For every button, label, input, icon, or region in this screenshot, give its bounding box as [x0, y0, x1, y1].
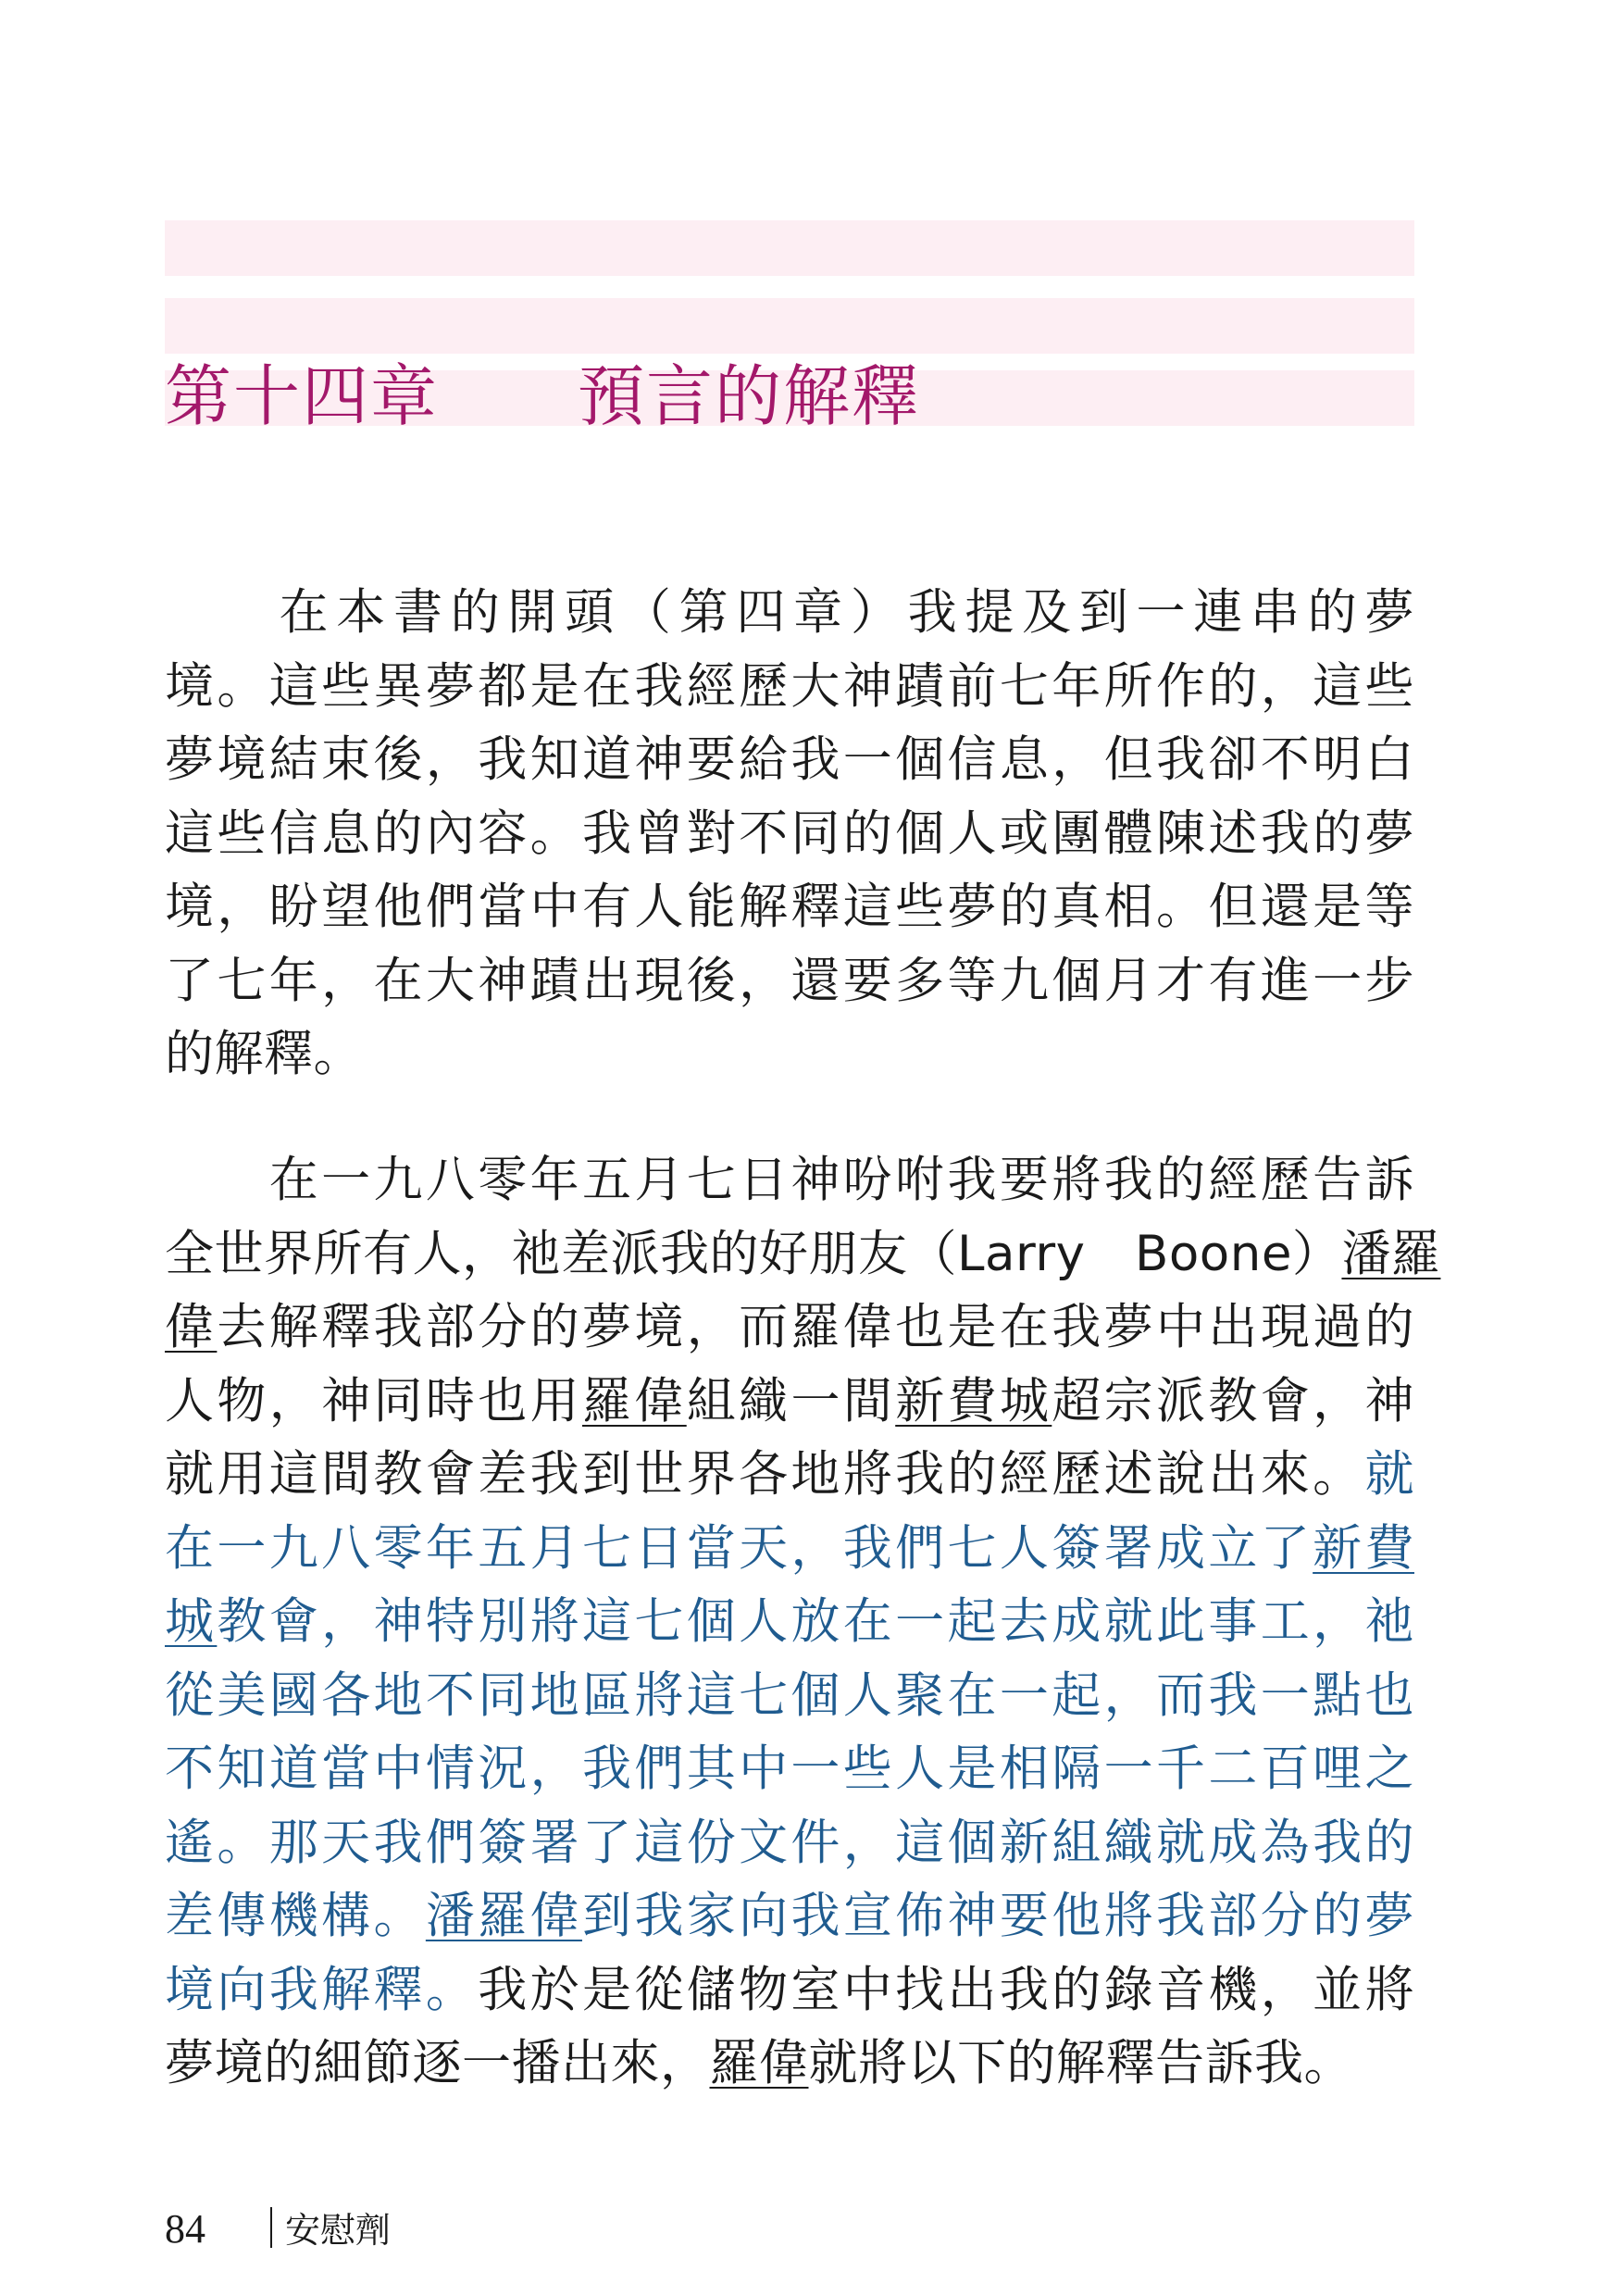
- text-segment: 就將以下的解釋告訴我。: [808, 2035, 1353, 2091]
- text-segment: 我於是從儲物室中找出我的錄音機，並將: [478, 1961, 1415, 2018]
- footer-divider: [270, 2207, 272, 2248]
- decorative-band: [165, 220, 1414, 276]
- text-line: [165, 1438, 1414, 1512]
- name-underlined: 偉: [165, 1299, 218, 1355]
- place-underlined: 新費: [1313, 1519, 1415, 1577]
- paragraph-2: [165, 1143, 1441, 2101]
- highlight-segment: 境向我解釋。: [165, 1961, 479, 2018]
- name-underlined: 羅偉: [581, 1372, 687, 1429]
- name-underlined: 潘羅: [1341, 1225, 1441, 1282]
- page-number: 84: [165, 2206, 205, 2252]
- text-segment: 在一九八零年五月七日當天，我們七人簽署成立了: [165, 1519, 1313, 1577]
- highlight-line: 不知道當中情況，我們其中一些人是相隔一千二百哩之: [165, 1741, 1414, 1797]
- text-line: [165, 1953, 1414, 2028]
- text-segment: 組織一間: [686, 1372, 896, 1429]
- highlight-segment: 就: [1364, 1446, 1414, 1503]
- text-segment: 就用這間教會差我到世界各地將我的經歷述說出來。: [165, 1446, 1365, 1503]
- decorative-band: [165, 298, 1414, 354]
- paragraph-1: [165, 576, 1414, 1092]
- highlight-line: [165, 1512, 1414, 1586]
- text-segment: 去解釋我部分的夢境，而羅偉也是在我夢中出現過的: [217, 1299, 1415, 1355]
- place-underlined: 城: [165, 1593, 218, 1650]
- highlight-line: [165, 1879, 1414, 1953]
- text-segment: 全世界所有人，祂差派我的好朋友（Larry Boone）: [165, 1225, 1342, 1282]
- chapter-heading: [165, 352, 920, 441]
- highlight-line: [165, 1585, 1414, 1659]
- book-title: 安慰劑: [285, 2210, 392, 2251]
- text-segment: 教會，神特別將這七個人放在一起去成就此事工，祂: [217, 1593, 1415, 1650]
- text-line: 的解釋。: [165, 1026, 363, 1082]
- text-segment: 人物，神同時也用: [165, 1372, 582, 1429]
- chapter-number: 第十四章: [165, 357, 440, 435]
- text-line: 夢境結束後，我知道神要給我一個信息，但我卻不明白: [165, 731, 1414, 788]
- highlight-line: 從美國各地不同地區將這七個人聚在一起，而我一點也: [165, 1666, 1414, 1724]
- place-underlined: 新費城: [895, 1372, 1052, 1429]
- text-line: 了七年，在大神蹟出現後，還要多等九個月才有進一步: [165, 952, 1414, 1009]
- text-line: [165, 1217, 1441, 1292]
- text-segment: 夢境的細節逐一播出來，: [165, 2035, 710, 2091]
- text-line: 在一九八零年五月七日神吩咐我要將我的經歷告訴: [165, 1152, 1414, 1208]
- highlight-line: 遙。那天我們簽署了這份文件，這個新組織就成為我的: [165, 1814, 1414, 1871]
- text-line: 這些信息的內容。我曾對不同的個人或團體陳述我的夢: [165, 805, 1414, 862]
- page-footer: [165, 2202, 391, 2258]
- text-segment: 到我家向我宣佈神要他將我部分的夢: [581, 1888, 1415, 1944]
- text-line: 在本書的開頭（第四章）我提及到一連串的夢: [165, 584, 1414, 641]
- text-segment: 超宗派教會，神: [1052, 1372, 1415, 1429]
- chapter-title: 預言的解釋: [578, 357, 921, 435]
- text-line: [165, 1291, 1414, 1365]
- text-segment: 差傳機構。: [165, 1888, 426, 1944]
- text-line: [165, 1365, 1414, 1439]
- text-line: [165, 2027, 1414, 2101]
- text-line: 境，盼望他們當中有人能解釋這些夢的真相。但還是等: [165, 879, 1414, 935]
- name-underlined: 潘羅偉: [425, 1888, 582, 1944]
- text-line: 境。這些異夢都是在我經歷大神蹟前七年所作的，這些: [165, 657, 1414, 715]
- name-underlined: 羅偉: [709, 2035, 809, 2091]
